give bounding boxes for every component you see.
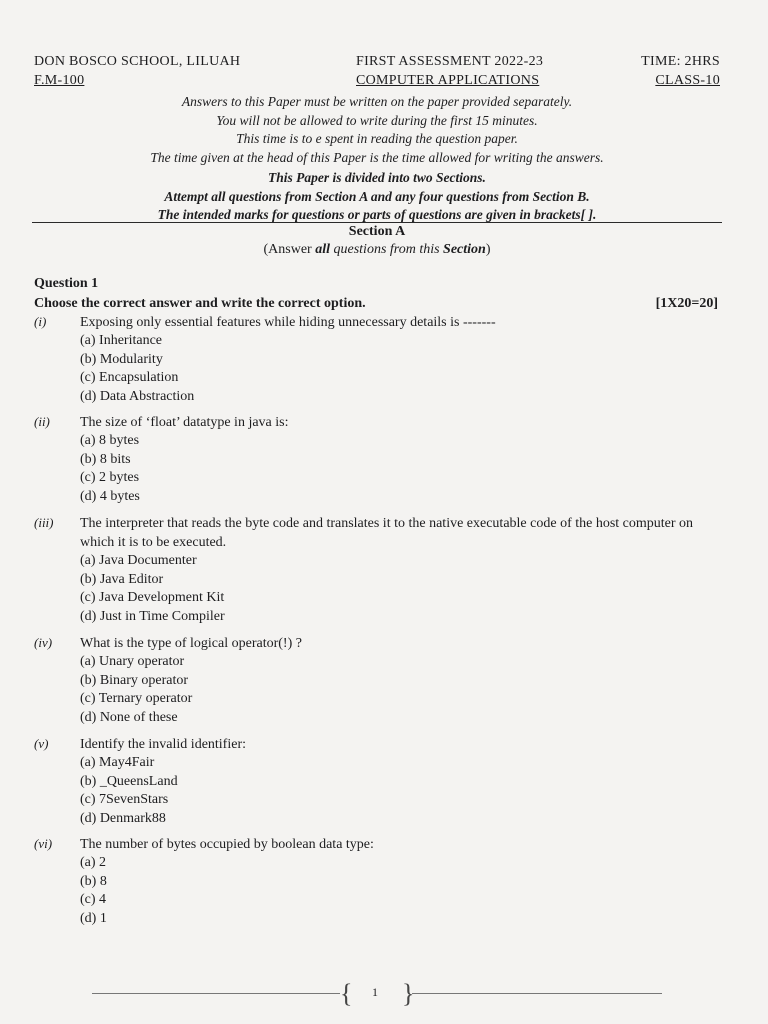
item-number: (iv)	[34, 635, 53, 650]
instructions	[34, 93, 720, 167]
instruction-line: You will not be allowed to write during the first 15 minutes.	[216, 112, 538, 128]
option: (d) 4 bytes	[80, 488, 140, 504]
section-subtitle	[34, 242, 720, 258]
instruction-line: Answers to this Paper must be written on the paper provided separately.	[181, 94, 573, 109]
section-instructions	[34, 169, 720, 225]
option: (b) 8	[80, 873, 107, 889]
option: (c) 2 bytes	[80, 470, 140, 486]
option: (a) Unary operator	[80, 654, 185, 669]
option: (d) None of these	[80, 709, 178, 725]
option: (c) Ternary operator	[80, 691, 193, 707]
footer-line-left	[92, 993, 340, 994]
question-marks: [1X20=20]	[655, 296, 718, 311]
footer-line-right	[412, 993, 662, 994]
header-row-bottom	[34, 73, 720, 89]
instruction-line: This Paper is divided into two Sections.	[268, 170, 486, 185]
class-label: CLASS-10	[655, 73, 720, 88]
option: (b) 8 bits	[80, 451, 131, 467]
full-marks: F.M-100	[34, 73, 85, 88]
section-title: Section A	[348, 224, 406, 239]
exam-time: TIME: 2HRS	[641, 54, 720, 69]
item-text: Exposing only essential features while hiding unnecessary details is -------	[80, 315, 496, 330]
option: (b) _QueensLand	[80, 773, 178, 789]
instruction-line: The time given at the head of this Paper is the time allowed for writing the answers.	[150, 149, 604, 165]
option: (a) May4Fair	[80, 755, 155, 770]
item-text: What is the type of logical operator(!) ?	[80, 636, 302, 651]
left-brace-icon: {	[340, 979, 353, 1008]
subtitle-part: )	[485, 242, 491, 257]
item-number: (ii)	[34, 414, 50, 429]
option: (b) Binary operator	[80, 672, 189, 688]
instruction-line: The intended marks for questions or parts of questions are given in brackets[ ].	[157, 207, 597, 222]
divider	[32, 222, 722, 223]
item-text: The number of bytes occupied by boolean data type:	[80, 837, 374, 852]
item-text: Identify the invalid identifier:	[80, 737, 247, 752]
option: (b) Java Editor	[80, 571, 164, 587]
header-row-top	[34, 54, 720, 70]
instruction-line: Attempt all questions from Section A and any four questions from Section B.	[164, 188, 590, 204]
option: (a) Java Documenter	[80, 553, 197, 568]
item-number: (v)	[34, 736, 49, 751]
option: (d) Denmark88	[80, 810, 166, 826]
item-number: (i)	[34, 314, 47, 329]
question-instruction: Choose the correct answer and write the correct option.	[34, 296, 366, 311]
option: (c) Encapsulation	[80, 370, 179, 386]
instruction-line: This time is to e spent in reading the question paper.	[236, 131, 518, 146]
option: (a) 8 bytes	[80, 433, 140, 448]
option: (a) 2	[80, 855, 107, 870]
option-list	[80, 653, 192, 727]
right-brace-icon: }	[402, 979, 415, 1008]
subtitle-part: Section	[443, 242, 486, 257]
option: (c) 7SevenStars	[80, 792, 169, 808]
option: (b) Modularity	[80, 351, 163, 367]
subtitle-part: (Answer	[263, 242, 316, 257]
option: (c) Java Development Kit	[80, 590, 225, 606]
option: (a) Inheritance	[80, 333, 162, 348]
exam-title: FIRST ASSESSMENT 2022-23	[356, 54, 544, 69]
item-number: (vi)	[34, 836, 53, 851]
school-name: DON BOSCO SCHOOL, LILUAH	[34, 54, 241, 69]
item-text: The interpreter that reads the byte code and translates it to the native executable code of the host computer on which it is to be executed.	[80, 516, 694, 550]
option-list	[80, 432, 140, 506]
subject-title: COMPUTER APPLICATIONS	[356, 73, 540, 88]
option: (c) 4	[80, 892, 107, 908]
option: (d) Data Abstraction	[80, 388, 195, 404]
option: (d) 1	[80, 910, 107, 926]
option-list	[80, 754, 178, 828]
subtitle-part: all	[315, 242, 330, 257]
option-list	[80, 552, 225, 626]
option-list	[80, 854, 107, 928]
question-label: Question 1	[34, 276, 99, 291]
option: (d) Just in Time Compiler	[80, 608, 225, 624]
subtitle-part: questions from this	[330, 242, 444, 257]
page-number: 1	[372, 985, 378, 999]
item-text: The size of ‘float’ datatype in java is:	[80, 415, 289, 430]
option-list	[80, 332, 194, 406]
item-number: (iii)	[34, 515, 54, 530]
